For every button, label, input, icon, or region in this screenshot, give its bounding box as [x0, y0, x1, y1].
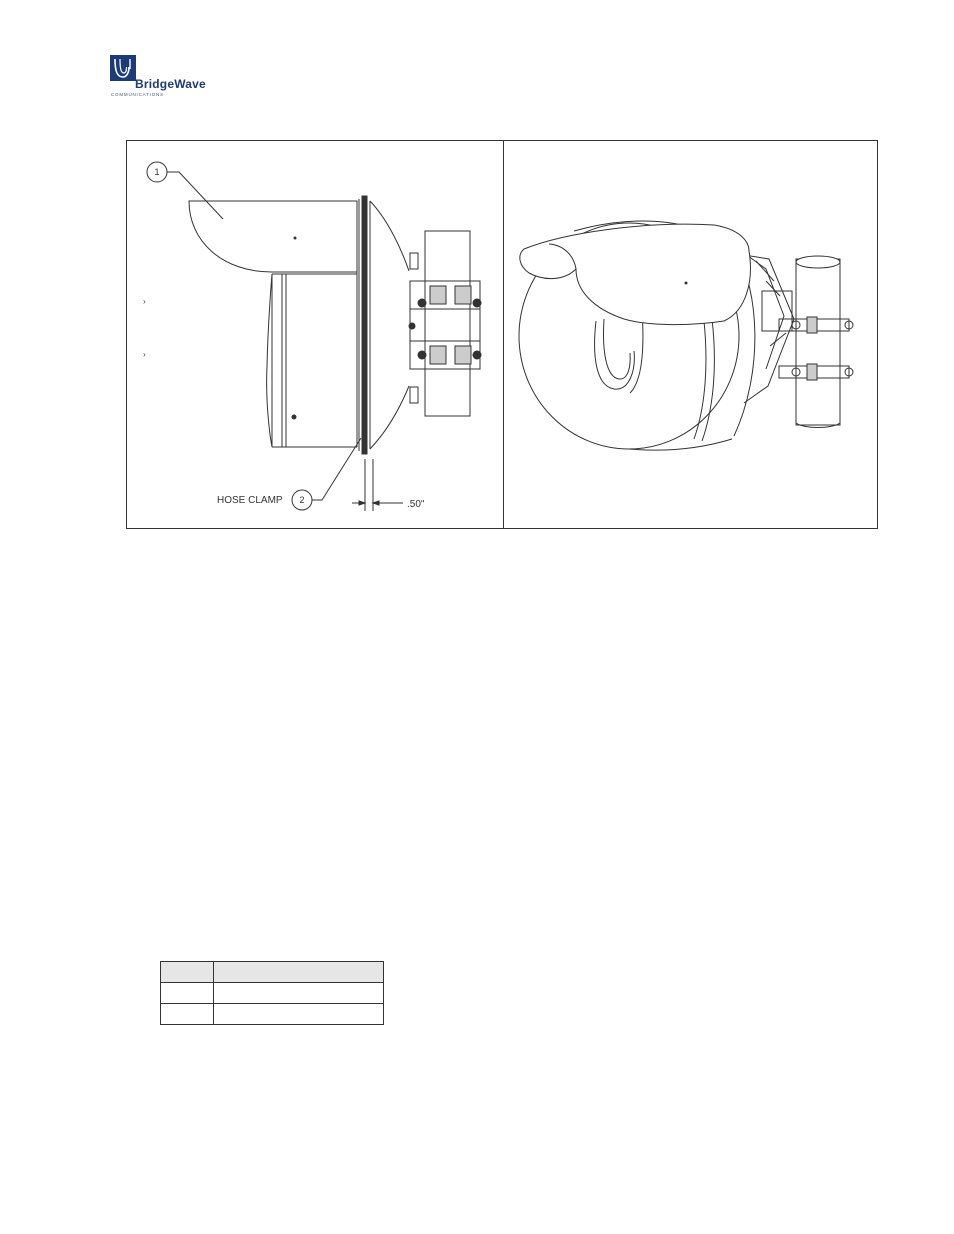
- table-header-row: [161, 962, 384, 983]
- bridgewave-logo-mark-icon: [110, 55, 136, 81]
- parts-table: [160, 961, 384, 1025]
- figure-frame: [126, 140, 878, 529]
- svg-text:›: ›: [143, 297, 146, 306]
- callout-2: 2: [299, 495, 305, 505]
- table-row: [161, 983, 384, 1004]
- table-cell: [161, 983, 214, 1004]
- table-cell: [161, 1004, 214, 1025]
- table-row: [161, 1004, 384, 1025]
- hose-clamp-label: HOSE CLAMP: [217, 495, 283, 506]
- table-cell: [214, 983, 384, 1004]
- callout-1: 1: [154, 167, 160, 177]
- svg-text:›: ›: [143, 350, 146, 359]
- table-cell: [214, 1004, 384, 1025]
- logo-name: BridgeWave: [135, 77, 206, 91]
- side-view-drawing: [127, 141, 503, 528]
- bridgewave-logo: [110, 55, 220, 100]
- dimension-label: .50": [407, 499, 425, 510]
- table-header-description: [214, 962, 384, 983]
- isometric-view-drawing: [504, 141, 877, 528]
- logo-tagline: COMMUNICATIONS: [111, 92, 164, 97]
- table-header-item: [161, 962, 214, 983]
